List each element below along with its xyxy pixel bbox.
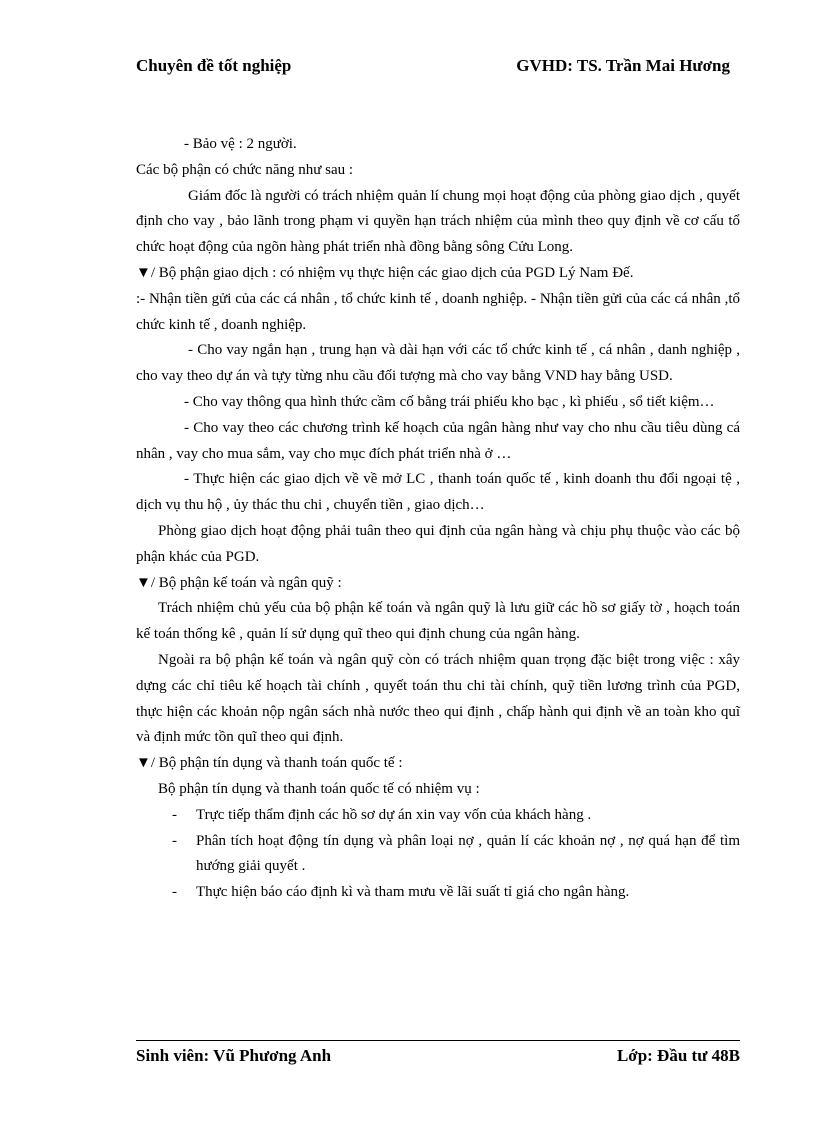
paragraph-security-staff: - Bảo vệ : 2 người. (184, 136, 297, 152)
section-heading-transactions: ▼/ Bộ phận giao dịch : có nhiệm vụ thực hiện các giao dịch của PGD Lý Nam Đế. (136, 264, 634, 281)
paragraph-deposits: :- Nhận tiền gửi của các cá nhân , tổ chức kinh tế , doanh nghiệp. - Nhận tiền gửi của các cá nhân ,tổ chức kinh tế , doanh nghiệp. (136, 290, 740, 333)
header-document-title: Chuyên đề tốt nghiệp (136, 56, 292, 75)
triangle-down-icon: ▼ (136, 755, 151, 772)
paragraph-departments-intro: Các bộ phận có chức năng như sau : (136, 161, 354, 178)
section-heading-credit: ▼/ Bộ phận tín dụng và thanh toán quốc tế : (136, 755, 403, 772)
triangle-down-icon: ▼ (136, 574, 151, 591)
credit-duties-list (136, 803, 740, 906)
header-supervisor: GVHD: TS. Trần Mai Hương (516, 56, 730, 75)
footer-divider (136, 1040, 740, 1041)
paragraph-consumer-loans: - Cho vay theo các chương trình kế hoạch của ngân hàng như vay cho nhu cầu tiêu dùng cá nhân , vay cho mua sắm, vay cho mục đích phát triển nhà ở … (136, 419, 740, 462)
list-item: - Thực hiện báo cáo định kì và tham mưu về lãi suất tỉ giá cho ngân hàng. (172, 884, 630, 901)
list-item: - Trực tiếp thẩm định các hồ sơ dự án xin vay vốn của khách hàng . (172, 806, 592, 823)
page-footer (136, 1046, 740, 1070)
paragraph-accounting-duties: Trách nhiệm chủ yếu của bộ phận kế toán và ngân quỹ là lưu giữ các hồ sơ giấy tờ , hoạch toán kế toán thống kê , quản lí sử dụng quĩ theo qui định chung của ngân hàng. (136, 600, 740, 643)
paragraph-accounting-special: Ngoài ra bộ phận kế toán và ngân quỹ còn có trách nhiệm quan trọng đặc biệt trong việc : xây dựng các chỉ tiêu kế hoạch tài chính , quyết toán thu chi tài chính, quỹ tiền lương trình của PGD, thực hiện các khoản nộp ngân sách nhà nước theo qui định , chấp hành qui định về an toàn kho quĩ và định mức tồn quĩ theo qui định. (136, 651, 740, 746)
paragraph-pledged-loans: - Cho vay thông qua hình thức cầm cố bằng trái phiếu kho bạc , kì phiếu , sổ tiết kiệm… (184, 393, 715, 410)
page-header (136, 56, 730, 80)
triangle-down-icon: ▼ (136, 264, 151, 281)
section-heading-accounting: ▼/ Bộ phận kế toán và ngân quỹ : (136, 574, 342, 591)
paragraph-credit-intro: Bộ phận tín dụng và thanh toán quốc tế có nhiệm vụ : (158, 780, 480, 797)
paragraph-lc-transactions: - Thực hiện các giao dịch về về mở LC , thanh toán quốc tế , kinh doanh thu đổi ngoại tệ , dịch vụ thu hộ , ủy thác thu chi , chuyển tiền , giao dịch… (136, 471, 740, 514)
paragraph-compliance: Phòng giao dịch hoạt động phải tuân theo qui định của ngân hàng và chịu phụ thuộc vào các bộ phận khác của PGD. (136, 522, 740, 565)
footer-student: Sinh viên: Vũ Phương Anh (136, 1046, 332, 1065)
paragraph-director-role: Giám đốc là người có trách nhiệm quản lí chung mọi hoạt động của phòng giao dịch , quyết định cho vay , bảo lãnh trong phạm vi quyền hạn trách nhiệm của mình theo quy định về cơ cấu tổ chức hoạt động của ngõn hàng phát triển nhà đồng bằng sông Cửu Long. (136, 187, 740, 256)
document-body (136, 132, 740, 906)
list-item: - Phân tích hoạt động tín dụng và phân loại nợ , quản lí các khoản nợ , nợ quá hạn để tìm hướng giải quyết . (172, 832, 740, 875)
paragraph-loans-terms: - Cho vay ngắn hạn , trung hạn và dài hạn với các tổ chức kinh tế , cá nhân , danh nghiệp , cho vay theo dự án và tựy từng nhu cầu đối tượng mà cho vay bằng VND hay bằng USD. (136, 342, 740, 385)
footer-class: Lớp: Đầu tư 48B (616, 1046, 740, 1065)
